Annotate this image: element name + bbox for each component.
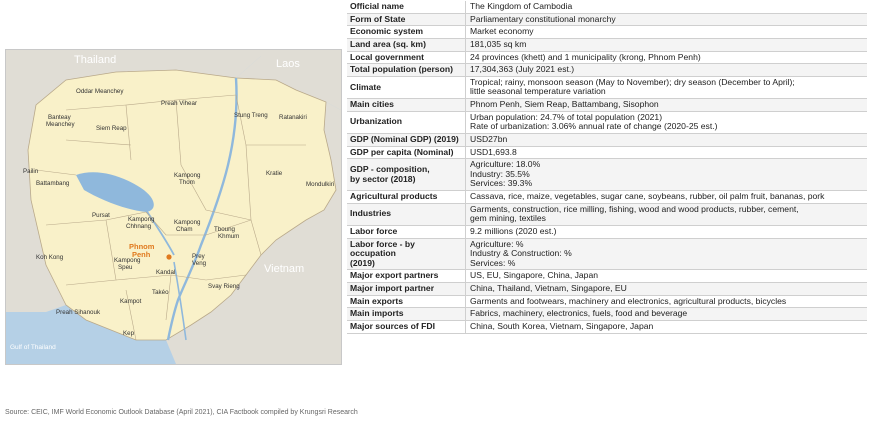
- fact-label-line: Main imports: [350, 308, 404, 319]
- fact-value: [466, 308, 868, 321]
- fact-label-line: (2019): [350, 257, 375, 268]
- fact-value-line: China, South Korea, Vietnam, Singapore, Japan: [470, 320, 654, 331]
- province-kampong-thom-2: Thom: [179, 179, 195, 186]
- fact-value: [466, 76, 868, 98]
- fact-label-line: Labor force - by: [350, 238, 415, 249]
- province-siem-reap: Siem Reap: [96, 125, 127, 132]
- fact-value-line: Industry & Construction: %: [470, 248, 572, 259]
- fact-row: [347, 238, 867, 270]
- fact-value: [466, 13, 868, 26]
- fact-label-line: GDP (Nominal GDP) (2019): [350, 133, 459, 144]
- province-tboung-khmum-2: Khmum: [218, 233, 240, 240]
- fact-label-line: by sector (2018): [350, 173, 416, 184]
- fact-label-line: Main cities: [350, 99, 394, 109]
- province-pursat: Pursat: [92, 212, 110, 219]
- laos-label: Laos: [276, 58, 300, 70]
- fact-row: [347, 133, 867, 146]
- fact-value: [466, 270, 868, 283]
- fact-value-line: 24 provinces (khett) and 1 municipality (krong, Phnom Penh): [470, 51, 701, 62]
- fact-value: [466, 51, 868, 64]
- fact-value-line: Rate of urbanization: 3.06% annual rate of change (2020-25 est.): [470, 121, 718, 132]
- fact-value-line: gem mining, textiles: [470, 213, 546, 224]
- fact-row: [347, 320, 867, 333]
- province-mondulkiri: Mondulkiri: [306, 181, 335, 188]
- fact-label: [347, 111, 466, 133]
- province-ratanakiri: Ratanakiri: [279, 114, 307, 121]
- fact-label-line: occupation: [350, 248, 396, 259]
- province-koh-kong: Koh Kong: [36, 254, 64, 261]
- province-prey-veng-2: Veng: [192, 260, 207, 267]
- fact-value-line: Agriculture: %: [470, 238, 524, 249]
- fact-value-line: Industry: 35.5%: [470, 168, 530, 179]
- fact-row: [347, 51, 867, 64]
- province-preah-sihanouk: Preah Sihanouk: [56, 309, 101, 316]
- capital-label-1: Phnom: [129, 242, 155, 251]
- fact-value: [466, 191, 868, 204]
- fact-label: [347, 51, 466, 64]
- fact-label-line: Major sources of FDI: [350, 320, 435, 331]
- fact-label-line: Agricultural products: [350, 191, 438, 201]
- province-banteay-2: Meanchey: [46, 121, 75, 128]
- fact-value: [466, 99, 868, 112]
- province-kratie: Kratie: [266, 170, 283, 177]
- province-prey-veng-1: Prey: [192, 253, 205, 260]
- fact-value: [466, 225, 868, 238]
- fact-label: [347, 238, 466, 270]
- province-kampong-chhnang-2: Chhnang: [126, 223, 152, 230]
- fact-row: [347, 270, 867, 283]
- fact-row: [347, 146, 867, 159]
- vietnam-label: Vietnam: [264, 263, 305, 275]
- fact-row: [347, 64, 867, 77]
- fact-label: [347, 308, 466, 321]
- fact-label-line: Local government: [350, 51, 425, 62]
- province-kampong-chhnang-1: Kampong: [128, 216, 155, 223]
- fact-row: [347, 99, 867, 112]
- fact-label-line: Total population (person): [350, 64, 453, 75]
- province-kampot: Kampot: [120, 298, 142, 305]
- fact-value-line: Cassava, rice, maize, vegetables, sugar cane, soybeans, rubber, oil palm fruit, bananas, pork: [470, 191, 825, 201]
- province-kampong-speu-1: Kampong: [114, 257, 141, 264]
- fact-label: [347, 146, 466, 159]
- province-tboung-khmum-1: Tboung: [214, 226, 235, 233]
- fact-label-line: Economic system: [350, 26, 424, 37]
- fact-label-line: Land area (sq. km): [350, 38, 426, 49]
- province-kampong-thom-1: Kampong: [174, 172, 201, 179]
- province-svay-rieng: Svay Rieng: [208, 283, 240, 290]
- fact-label-line: Urbanization: [350, 116, 403, 127]
- fact-value-line: Garments and footwears, machinery and electronics, agricultural products, bicycles: [470, 295, 787, 306]
- fact-label: [347, 191, 466, 204]
- fact-row: [347, 76, 867, 98]
- fact-value-line: Fabrics, machinery, electronics, fuels, food and beverage: [470, 308, 688, 319]
- source-note: Source: CEIC, IMF World Economic Outlook Database (April 2021), CIA Factbook compiled by Krungsri Research: [5, 409, 358, 416]
- fact-row: [347, 13, 867, 26]
- province-banteay-1: Banteay: [48, 114, 71, 121]
- fact-value-line: USD27bn: [470, 133, 508, 144]
- fact-row: [347, 295, 867, 308]
- fact-label: [347, 283, 466, 296]
- fact-value-line: Parliamentary constitutional monarchy: [470, 13, 616, 24]
- province-oddar: Oddar Meanchey: [76, 88, 124, 95]
- fact-value: [466, 1, 868, 13]
- fact-value: [466, 320, 868, 333]
- fact-label: [347, 13, 466, 26]
- province-kep: Kep: [123, 330, 135, 337]
- capital-label-2: Penh: [132, 250, 151, 259]
- fact-value-line: Garments, construction, rice milling, fishing, wood and wood products, rubber, cement,: [470, 203, 799, 214]
- fact-value-line: Services: %: [470, 257, 516, 268]
- fact-value-line: Market economy: [470, 26, 534, 37]
- fact-value-line: Tropical; rainy, monsoon season (May to November); dry season (December to April);: [470, 76, 795, 87]
- province-battambang: Battambang: [36, 180, 70, 187]
- province-kandal: Kandal: [156, 269, 176, 276]
- fact-label-line: Main exports: [350, 295, 404, 306]
- fact-value: [466, 203, 868, 225]
- fact-value-line: 9.2 millions (2020 est.): [470, 225, 557, 236]
- fact-value-line: USD1,693.8: [470, 146, 517, 157]
- fact-value-line: Urban population: 24.7% of total population (2021): [470, 111, 663, 122]
- fact-value: [466, 111, 868, 133]
- fact-label-line: GDP per capita (Nominal): [350, 146, 454, 157]
- fact-value-line: Phnom Penh, Siem Reap, Battambang, Sisophon: [470, 99, 659, 109]
- fact-label: [347, 64, 466, 77]
- province-stung-treng: Stung Treng: [234, 112, 268, 119]
- fact-label: [347, 270, 466, 283]
- province-preah-vihear: Preah Vihear: [161, 100, 198, 107]
- fact-label-line: Major export partners: [350, 270, 439, 281]
- province-kampong-cham-2: Cham: [176, 226, 193, 233]
- fact-value: [466, 146, 868, 159]
- fact-value-line: The Kingdom of Cambodia: [470, 1, 573, 11]
- fact-row: [347, 308, 867, 321]
- province-pailin: Pailin: [23, 168, 39, 175]
- fact-row: [347, 159, 867, 191]
- fact-row: [347, 225, 867, 238]
- fact-label: [347, 225, 466, 238]
- fact-label-line: Official name: [350, 1, 404, 11]
- fact-label-line: Form of State: [350, 13, 406, 24]
- fact-row: [347, 111, 867, 133]
- fact-row: [347, 203, 867, 225]
- fact-row: [347, 1, 867, 13]
- fact-value: [466, 238, 868, 270]
- country-facts-table: [347, 1, 867, 334]
- fact-value: [466, 133, 868, 146]
- fact-label: [347, 203, 466, 225]
- fact-value-line: China, Thailand, Vietnam, Singapore, EU: [470, 283, 627, 293]
- cambodia-map: [5, 49, 342, 365]
- fact-label: [347, 320, 466, 333]
- fact-value: [466, 38, 868, 51]
- province-takeo: Takéo: [152, 289, 169, 296]
- fact-value-line: 17,304,363 (July 2021 est.): [470, 64, 575, 75]
- fact-row: [347, 26, 867, 39]
- fact-value: [466, 159, 868, 191]
- fact-value: [466, 283, 868, 296]
- fact-label-line: Major import partner: [350, 283, 435, 293]
- fact-value-line: 181,035 sq km: [470, 38, 527, 49]
- fact-row: [347, 283, 867, 296]
- province-kampong-cham-1: Kampong: [174, 219, 201, 226]
- fact-value-line: little seasonal temperature variation: [470, 86, 606, 97]
- fact-label: [347, 159, 466, 191]
- fact-value: [466, 295, 868, 308]
- capital-marker: [166, 254, 171, 259]
- fact-value-line: Agriculture: 18.0%: [470, 159, 541, 170]
- fact-label: [347, 133, 466, 146]
- fact-label: [347, 38, 466, 51]
- fact-label-line: GDP - composition,: [350, 163, 430, 174]
- fact-label-line: Industries: [350, 208, 392, 219]
- fact-row: [347, 191, 867, 204]
- fact-label: [347, 295, 466, 308]
- fact-value: [466, 26, 868, 39]
- fact-value-line: Services: 39.3%: [470, 178, 533, 189]
- fact-row: [347, 38, 867, 51]
- province-kampong-speu-2: Speu: [118, 264, 133, 271]
- fact-value-line: US, EU, Singapore, China, Japan: [470, 270, 599, 281]
- gulf-label: Gulf of Thailand: [10, 344, 56, 351]
- map-svg: [6, 50, 341, 364]
- fact-label-line: Labor force: [350, 225, 398, 236]
- fact-label: [347, 26, 466, 39]
- fact-value: [466, 64, 868, 77]
- fact-label: [347, 76, 466, 98]
- fact-label: [347, 99, 466, 112]
- thailand-label: Thailand: [74, 54, 117, 66]
- fact-label-line: Climate: [350, 81, 382, 92]
- fact-label: [347, 1, 466, 13]
